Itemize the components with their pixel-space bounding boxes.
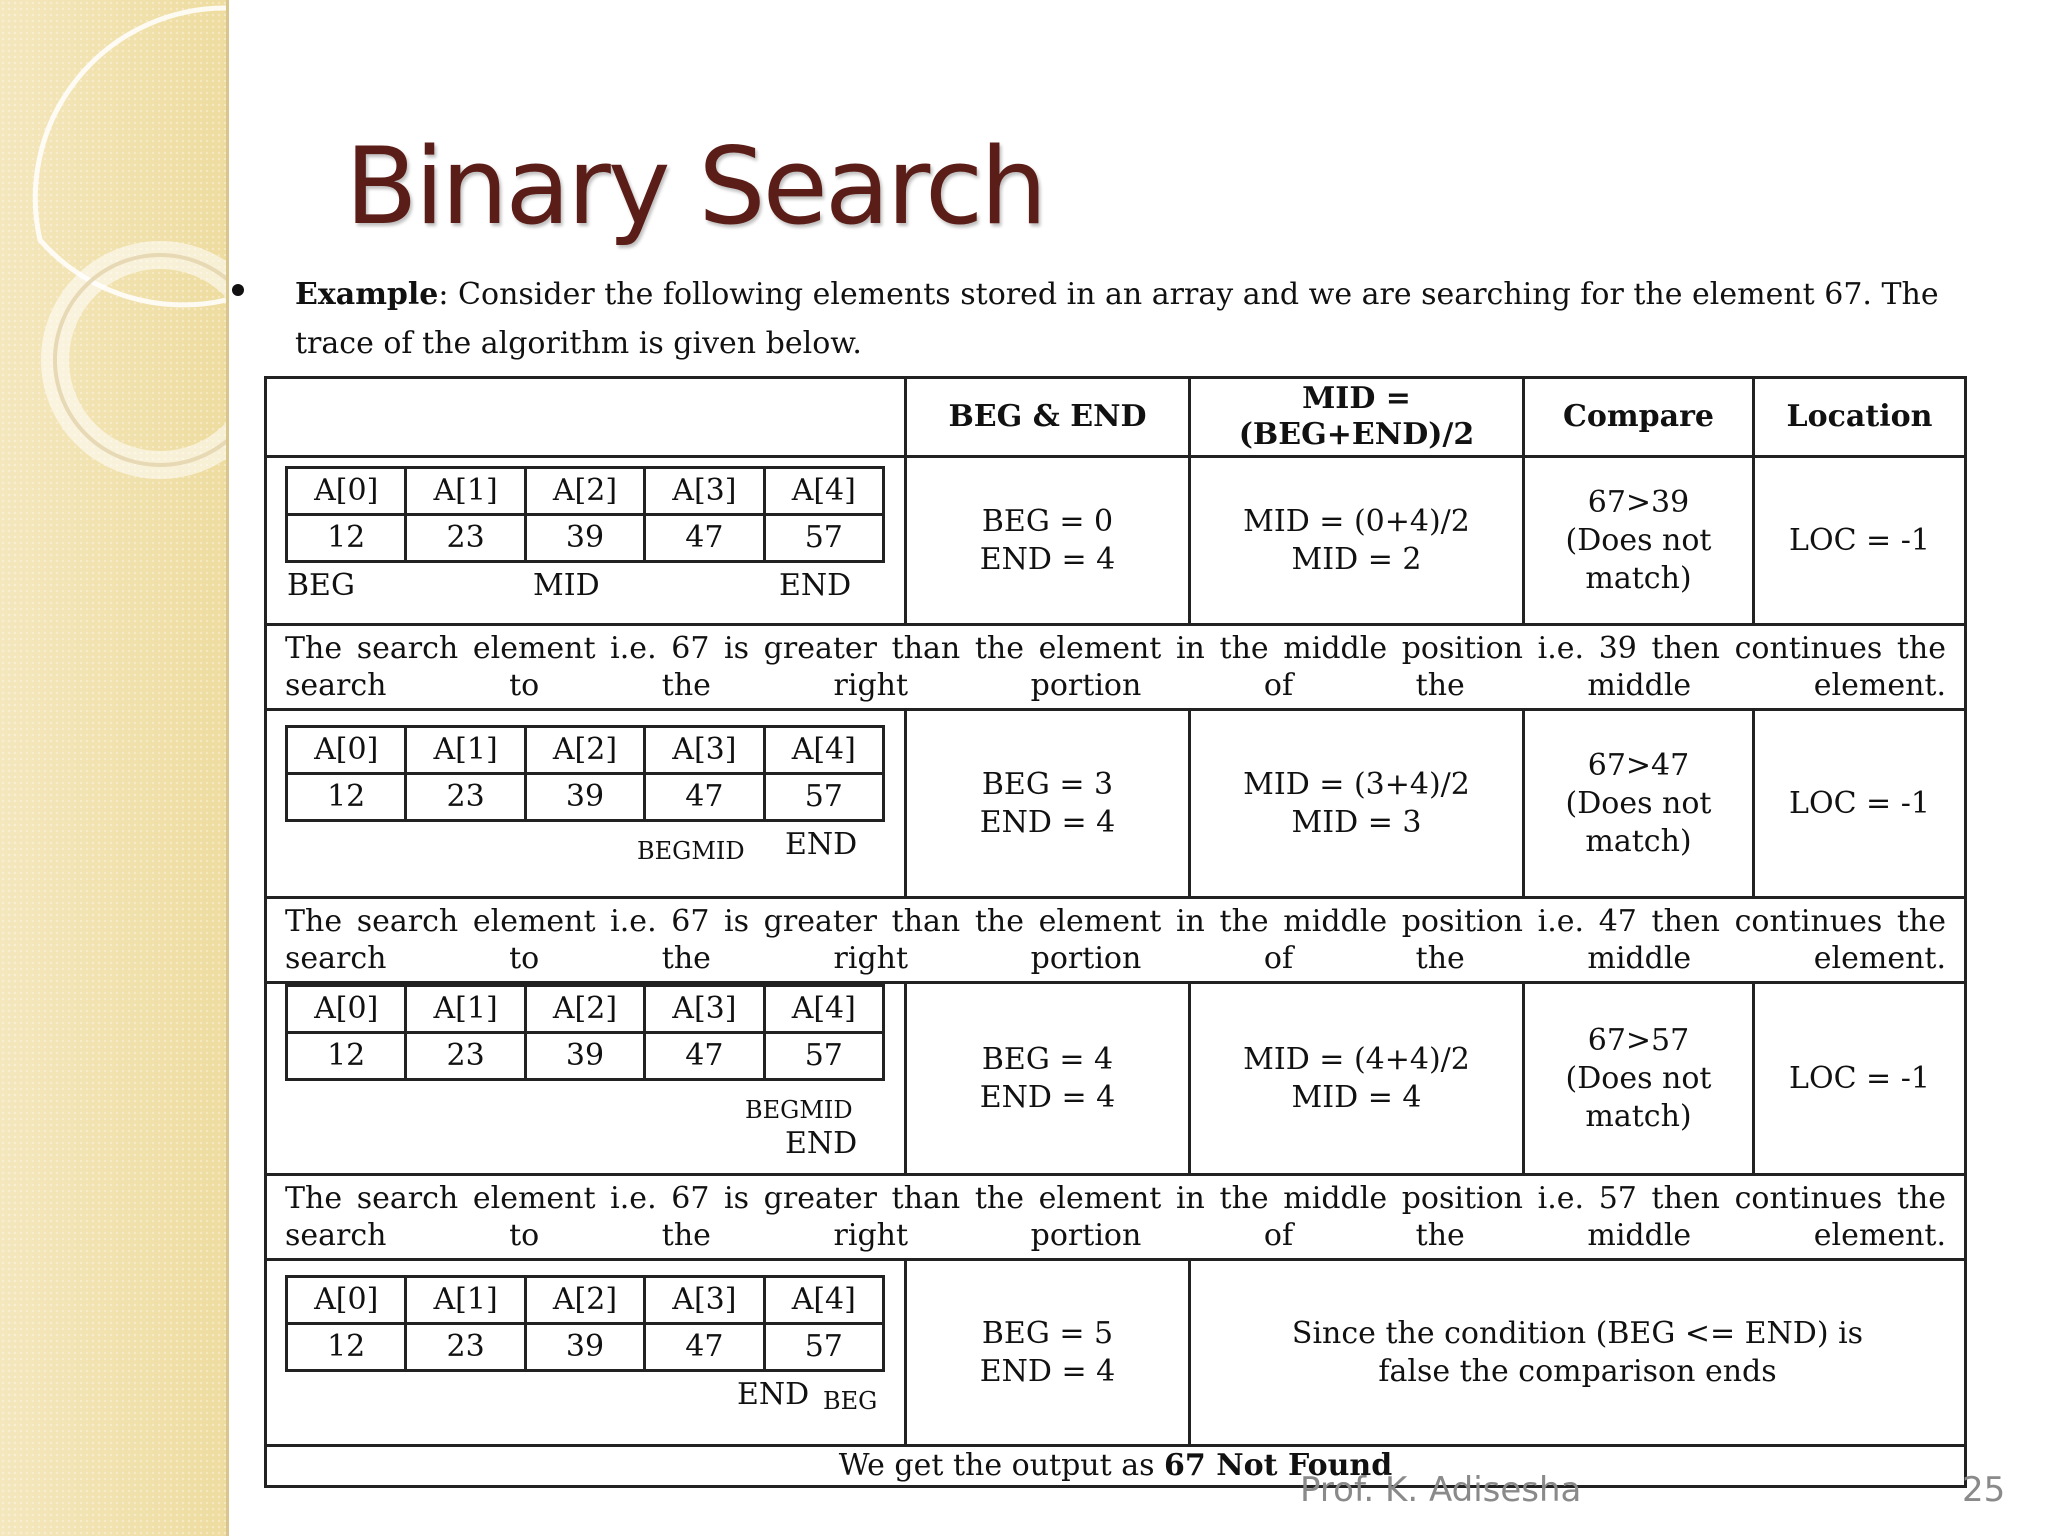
page-number: 25: [1962, 1470, 2006, 1510]
array-cell: [266, 983, 906, 1175]
array-value: 47: [645, 774, 764, 821]
location-cell: LOC = -1: [1754, 457, 1966, 625]
binary-search-trace-table: [264, 376, 1967, 1488]
array-value: 39: [525, 774, 644, 821]
array-index: A[3]: [645, 986, 764, 1033]
array-value: 12: [287, 515, 406, 562]
step-row: [266, 983, 1966, 1175]
header-row: [266, 378, 1966, 457]
array-value-row: [287, 515, 884, 562]
array-value: 12: [287, 774, 406, 821]
pointer-end: END: [737, 1377, 810, 1412]
compare-note: (Does not: [1565, 522, 1712, 558]
compare-expr: 67>47: [1587, 747, 1690, 783]
location-cell: LOC = -1: [1754, 983, 1966, 1175]
note-row: [266, 625, 1966, 710]
beg-value: BEG = 0: [981, 503, 1114, 539]
end-value: END = 4: [979, 541, 1116, 577]
array-cell: [266, 1260, 906, 1446]
array-index: A[1]: [406, 727, 525, 774]
array-value: 57: [764, 1324, 883, 1371]
result-prefix: We get the output as: [838, 1448, 1165, 1483]
array-value: 39: [525, 515, 644, 562]
array-index: A[3]: [645, 727, 764, 774]
array-index: A[2]: [525, 727, 644, 774]
array-index-row: [287, 986, 884, 1033]
beg-end-cell: [906, 983, 1190, 1175]
mid-cell: [1190, 710, 1524, 898]
compare-expr: 67>39: [1587, 484, 1690, 520]
array-value: 47: [645, 515, 764, 562]
pointer-labels: [285, 822, 905, 868]
array-index: A[1]: [406, 468, 525, 515]
compare-expr: 67>57: [1587, 1022, 1690, 1058]
array-value: 57: [764, 774, 883, 821]
pointer-mid: MID: [533, 568, 600, 603]
location-cell: LOC = -1: [1754, 710, 1966, 898]
decorative-rings: [0, 0, 226, 520]
termination-cell: [1190, 1260, 1966, 1446]
intro-paragraph: [295, 270, 2005, 368]
condition-line1: Since the condition (BEG <= END) is: [1291, 1315, 1864, 1351]
pointer-beg: BEG: [823, 1387, 878, 1415]
beg-value: BEG = 4: [981, 1041, 1114, 1077]
footer-author: Prof. K. Adisesha: [1300, 1470, 1582, 1510]
compare-cell: [1524, 457, 1754, 625]
result-cell: [266, 1446, 1966, 1487]
header-beg-end: BEG & END: [906, 378, 1190, 457]
mid-cell: [1190, 457, 1524, 625]
header-location: Location: [1754, 378, 1966, 457]
array-index: A[2]: [525, 468, 644, 515]
compare-note-end: match): [1585, 823, 1692, 859]
array-index: A[4]: [764, 468, 883, 515]
array-index: A[1]: [406, 1277, 525, 1324]
step-row: [266, 1260, 1966, 1446]
mid-cell: [1190, 983, 1524, 1175]
step-explanation: The search element i.e. 67 is greater than the element in the middle position i.e. 57 then continues the search to the right portion of the middle element.: [266, 1175, 1966, 1260]
mid-calc: MID = (3+4)/2: [1243, 766, 1470, 802]
slide-title: Binary Search: [345, 125, 1045, 248]
beg-value: BEG = 3: [981, 766, 1114, 802]
array-table: [285, 984, 885, 1081]
array-value: 12: [287, 1033, 406, 1080]
step-explanation: The search element i.e. 67 is greater than the element in the middle position i.e. 47 then continues the search to the right portion of the middle element.: [266, 898, 1966, 983]
array-value-row: [287, 1324, 884, 1371]
array-index-row: [287, 727, 884, 774]
mid-calc: MID = (4+4)/2: [1243, 1041, 1470, 1077]
pointer-end: END: [785, 1126, 858, 1161]
end-value: END = 4: [979, 804, 1116, 840]
mid-value: MID = 3: [1291, 804, 1422, 840]
beg-end-cell: [906, 710, 1190, 898]
beg-end-cell: [906, 457, 1190, 625]
compare-cell: [1524, 710, 1754, 898]
pointer-labels: [285, 563, 905, 609]
array-value: 23: [406, 774, 525, 821]
array-cell: [266, 710, 906, 898]
array-index-row: [287, 468, 884, 515]
beg-value: BEG = 5: [981, 1315, 1114, 1351]
step-row: [266, 710, 1966, 898]
compare-note-end: match): [1585, 560, 1692, 596]
sidebar-edge: [226, 0, 229, 1536]
array-index: A[0]: [287, 727, 406, 774]
pointer-end: END: [785, 827, 858, 862]
array-index: A[4]: [764, 1277, 883, 1324]
array-value-row: [287, 1033, 884, 1080]
array-value: 57: [764, 1033, 883, 1080]
condition-line2: false the comparison ends: [1378, 1353, 1777, 1389]
array-index: A[2]: [525, 986, 644, 1033]
result-row: [266, 1446, 1966, 1487]
array-value: 23: [406, 515, 525, 562]
array-index: A[3]: [645, 468, 764, 515]
intro-label: Example: [295, 277, 439, 312]
step-explanation: The search element i.e. 67 is greater than the element in the middle position i.e. 39 then continues the search to the right portion of the middle element.: [266, 625, 1966, 710]
array-value: 39: [525, 1033, 644, 1080]
array-index: A[0]: [287, 986, 406, 1033]
result-value: 67 Not Found: [1164, 1448, 1393, 1483]
bullet-icon: [232, 284, 244, 296]
mid-calc: MID = (0+4)/2: [1243, 503, 1470, 539]
array-value: 57: [764, 515, 883, 562]
intro-text: : Consider the following elements stored in an array and we are searching for the element 67. The trace of the algorithm is given below.: [295, 277, 1939, 361]
array-index: A[4]: [764, 727, 883, 774]
compare-note: (Does not: [1565, 785, 1712, 821]
step-row: [266, 457, 1966, 625]
array-table: [285, 466, 885, 563]
array-table: [285, 1275, 885, 1372]
mid-value: MID = 2: [1291, 541, 1422, 577]
pointer-begmid: BEGMID: [745, 1096, 853, 1124]
array-cell: [266, 457, 906, 625]
header-array: [266, 378, 906, 457]
array-value: 47: [645, 1324, 764, 1371]
mid-value: MID = 4: [1291, 1079, 1422, 1115]
array-value: 23: [406, 1324, 525, 1371]
header-compare: Compare: [1524, 378, 1754, 457]
array-index: A[0]: [287, 468, 406, 515]
beg-end-cell: [906, 1260, 1190, 1446]
array-value: 12: [287, 1324, 406, 1371]
array-value: 23: [406, 1033, 525, 1080]
array-index-row: [287, 1277, 884, 1324]
array-value: 39: [525, 1324, 644, 1371]
array-index: A[1]: [406, 986, 525, 1033]
array-index: A[0]: [287, 1277, 406, 1324]
array-index: A[2]: [525, 1277, 644, 1324]
end-value: END = 4: [979, 1079, 1116, 1115]
pointer-beg: BEG: [287, 568, 355, 603]
decorative-sidebar: [0, 0, 226, 1536]
note-row: [266, 898, 1966, 983]
array-value: 47: [645, 1033, 764, 1080]
compare-cell: [1524, 983, 1754, 1175]
note-row: [266, 1175, 1966, 1260]
pointer-begmid: BEGMID: [637, 837, 745, 865]
header-mid-line1: MID =: [1302, 381, 1411, 416]
compare-note: (Does not: [1565, 1060, 1712, 1096]
pointer-labels: [285, 1372, 905, 1418]
array-index: A[4]: [764, 986, 883, 1033]
pointer-labels: [285, 1081, 905, 1167]
compare-note-end: match): [1585, 1098, 1692, 1134]
end-value: END = 4: [979, 1353, 1116, 1389]
array-table: [285, 725, 885, 822]
pointer-end: END: [779, 568, 852, 603]
header-mid: [1190, 378, 1524, 457]
array-index: A[3]: [645, 1277, 764, 1324]
array-value-row: [287, 774, 884, 821]
header-mid-line2: (BEG+END)/2: [1238, 417, 1475, 452]
